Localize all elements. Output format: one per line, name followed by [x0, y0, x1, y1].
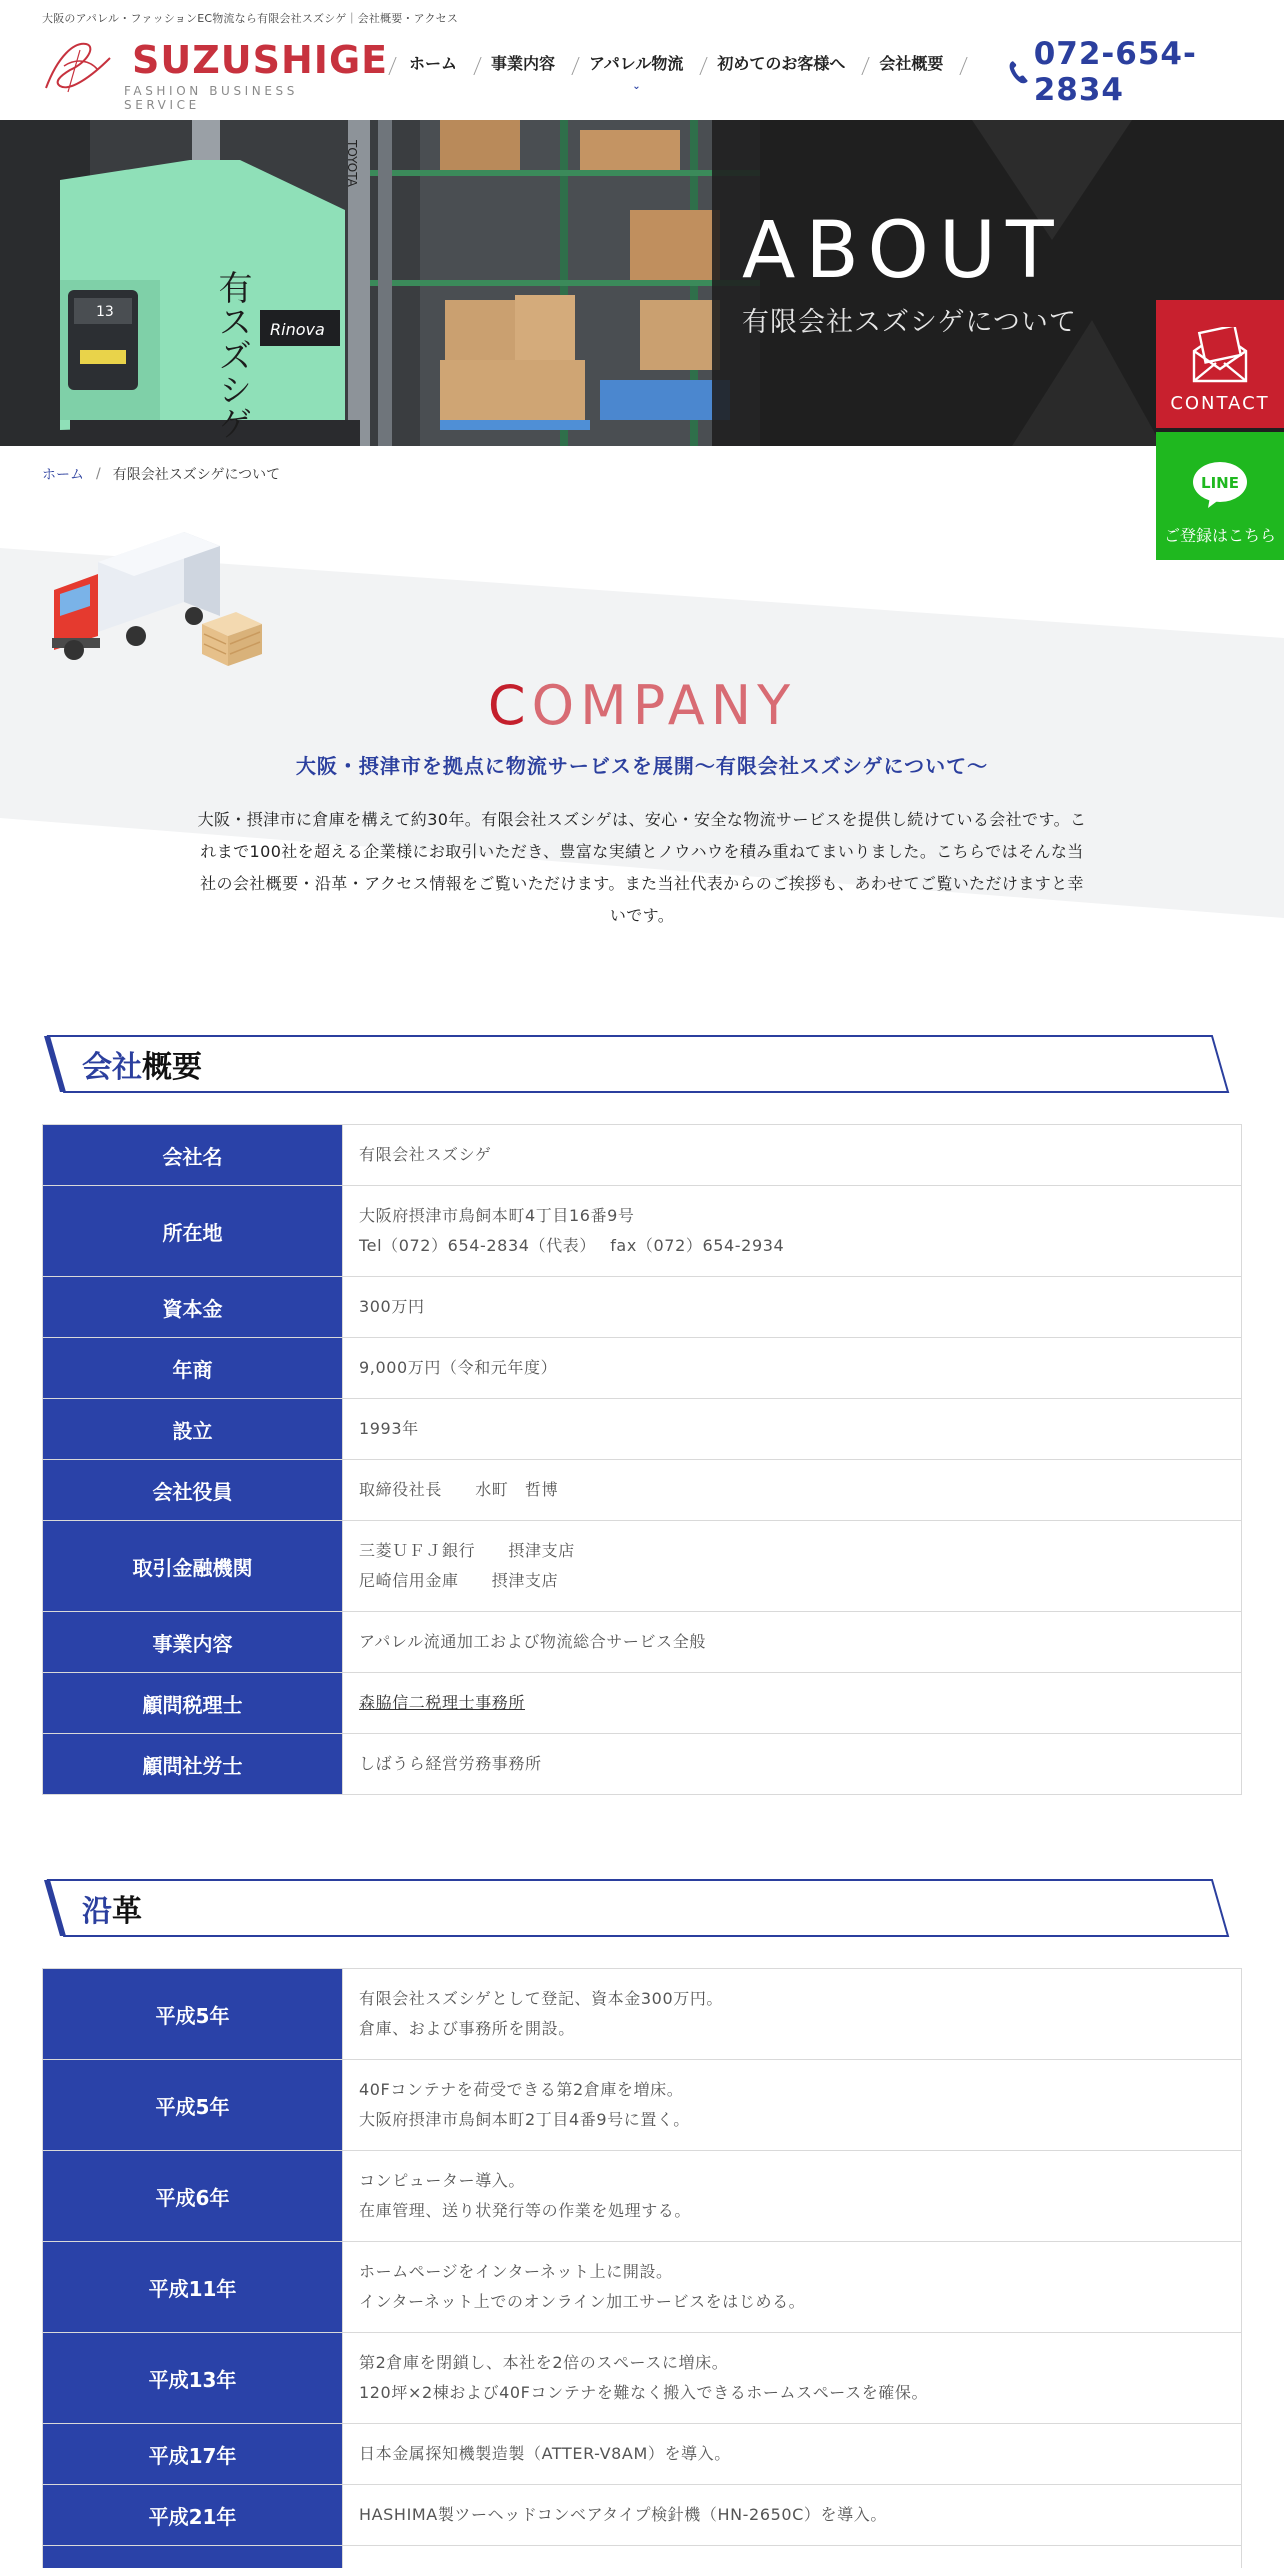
row-label: 平成21年	[43, 2485, 343, 2546]
row-value: ホームページをインターネット上に開設。 インターネット上でのオンライン加工サービスをはじめる。	[343, 2242, 1242, 2333]
row-label: 会社役員	[43, 1460, 343, 1521]
logo-name: SUZUSHIGE	[132, 38, 389, 82]
row-label: 平成5年	[43, 1969, 343, 2060]
row-value: しばうら経営労務事務所	[343, 1734, 1242, 1795]
row-label: 所在地	[43, 1186, 343, 1277]
row-label: 顧問税理士	[43, 1673, 343, 1734]
table-row	[43, 1399, 1242, 1460]
row-label: 取引金融機関	[43, 1521, 343, 1612]
nav-label: 事業内容	[491, 53, 556, 73]
row-value: 1993年	[343, 1399, 1242, 1460]
row-value: 日本金属探知機製造製（ATTER-V8AM）を導入。	[343, 2424, 1242, 2485]
nav-label: 初めてのお客様へ	[717, 53, 846, 73]
header-tagline: 大阪のアパレル・ファッションEC物流なら有限会社スズシゲ｜会社概要・アクセス	[42, 12, 459, 25]
row-label: 平成11年	[43, 2242, 343, 2333]
truck-illustration	[44, 532, 274, 668]
table-row	[43, 2151, 1242, 2242]
history-heading-highlight: 沿	[82, 1894, 112, 1929]
history-heading-rest: 革	[112, 1894, 142, 1929]
heading-frame	[42, 1034, 1230, 1094]
row-value: 第2倉庫を閉鎖し、本社を2倍のスペースに増床。 120坪×2棟および40Fコンテナを難なく搬入できるホームスペースを確保。	[343, 2333, 1242, 2424]
site-header	[0, 0, 1284, 120]
row-value: アパレル流通加工および物流総合サービス全般	[343, 1612, 1242, 1673]
history-section-heading	[42, 1878, 1230, 1938]
row-value: 取締役社長 水町 哲博	[343, 1460, 1242, 1521]
table-row	[43, 1460, 1242, 1521]
intro-line: 大阪・摂津市に倉庫を構えて約30年。有限会社スズシゲは、安心・安全な物流サービスを提供し続けている会社です。こ	[197, 810, 1087, 829]
row-value: 大阪府摂津市鳥飼本町4丁目16番9号 Tel（072）654-2834（代表） fax（072）654-2934	[343, 1186, 1242, 1277]
row-value: HASHIMA製ツーヘッドコンベアタイプ検針機（HN-2650C）を導入。	[343, 2485, 1242, 2546]
overview-heading-highlight: 会社	[82, 1050, 142, 1085]
row-label: 平成17年	[43, 2424, 343, 2485]
breadcrumb-home-link[interactable]: ホーム	[42, 467, 84, 483]
forklift-maker: TOYOTA	[345, 140, 359, 187]
intro-line: いです。	[609, 906, 675, 925]
nav-item-first-time[interactable]	[700, 51, 862, 74]
row-value: 40Fコンテナを荷受できる第2倉庫を増床。 大阪府摂津市鳥飼本町2丁目4番9号に置く。	[343, 2060, 1242, 2151]
logo-mark-icon	[40, 36, 116, 96]
line-logo-icon	[1192, 461, 1248, 509]
table-row	[43, 1673, 1242, 1734]
breadcrumb-current: 有限会社スズシゲについて	[112, 467, 281, 483]
nav-label: アパレル物流	[589, 53, 684, 73]
table-row	[43, 1734, 1242, 1795]
chevron-down-icon: ⌄	[632, 80, 641, 92]
line-label: ご登録はこちら	[1163, 526, 1276, 545]
logo-subtitle: FASHION BUSINESS SERVICE	[124, 84, 298, 112]
history-table	[42, 1968, 1242, 2568]
company-heading-initial: C	[487, 674, 532, 737]
table-row	[43, 1186, 1242, 1277]
row-label: 平成13年	[43, 2333, 343, 2424]
hero-banner	[0, 120, 1284, 446]
row-label: 年商	[43, 1338, 343, 1399]
table-row	[43, 1338, 1242, 1399]
company-heading-rest: OMPANY	[531, 674, 797, 737]
breadcrumb	[42, 464, 280, 484]
overview-section-heading	[42, 1034, 1230, 1094]
row-value	[343, 2546, 1242, 2568]
intro-subheading: 大阪・摂津市を拠点に物流サービスを展開〜有限会社スズシゲについて〜	[295, 754, 989, 778]
row-label	[43, 2546, 343, 2568]
row-value: 9,000万円（令和元年度）	[343, 1338, 1242, 1399]
table-row	[43, 2242, 1242, 2333]
nav-item-home[interactable]	[392, 51, 474, 74]
nav-item-services[interactable]	[474, 51, 572, 74]
forklift-text: 有スズシゲ	[212, 270, 252, 440]
nav-item-apparel-logistics[interactable]	[572, 51, 700, 92]
table-row	[43, 2424, 1242, 2485]
row-value: 有限会社スズシゲとして登記、資本金300万円。 倉庫、および事務所を開設。	[343, 1969, 1242, 2060]
table-row	[43, 2485, 1242, 2546]
table-row	[43, 1612, 1242, 1673]
row-label: 設立	[43, 1399, 343, 1460]
row-label: 平成5年	[43, 2060, 343, 2151]
phone-number: 072-654-2834	[1033, 36, 1197, 108]
line-register-button[interactable]	[1156, 432, 1284, 560]
row-label: 平成6年	[43, 2151, 343, 2242]
phone-icon	[1008, 59, 1030, 85]
table-row	[43, 2546, 1242, 2568]
tax-accountant-link[interactable]: 森脇信二税理士事務所	[359, 1693, 526, 1712]
overview-heading-rest: 概要	[142, 1050, 202, 1085]
row-label: 事業内容	[43, 1612, 343, 1673]
forklift-number: 13	[96, 304, 114, 320]
table-row	[43, 1521, 1242, 1612]
row-value: 三菱ＵＦＪ銀行 摂津支店 尼崎信用金庫 摂津支店	[343, 1521, 1242, 1612]
intro-line: れまで100社を超える企業様にお取引いただき、豊富な実績とノウハウを積み重ねてまいりました。こちらではそんな当	[200, 842, 1084, 861]
intro-line: 社の会社概要・沿革・アクセス情報をご覧いただけます。また当社代表からのご挨拶も、あわせてご覧いただけますと幸	[200, 874, 1084, 893]
line-logo-text: LINE	[1201, 474, 1239, 492]
row-value: 300万円	[343, 1277, 1242, 1338]
table-row	[43, 2060, 1242, 2151]
contact-side-button[interactable]	[1156, 300, 1284, 428]
main-nav	[392, 44, 960, 92]
nav-label: ホーム	[409, 53, 458, 73]
company-heading	[0, 674, 1284, 737]
heading-frame	[42, 1878, 1230, 1938]
table-row	[43, 1969, 1242, 2060]
row-label: 資本金	[43, 1277, 343, 1338]
row-label: 会社名	[43, 1125, 343, 1186]
table-row	[43, 1277, 1242, 1338]
contact-label: CONTACT	[1170, 393, 1270, 414]
company-overview-table	[42, 1124, 1242, 1795]
nav-item-company[interactable]	[862, 51, 960, 74]
site-logo[interactable]	[40, 36, 389, 112]
hero-subtitle: 有限会社スズシゲについて	[742, 307, 1077, 338]
row-value: コンピューター導入。 在庫管理、送り状発行等の作業を処理する。	[343, 2151, 1242, 2242]
row-label: 顧問社労士	[43, 1734, 343, 1795]
hero-title: ABOUT	[742, 206, 1064, 296]
nav-label: 会社概要	[879, 53, 944, 73]
warehouse-forklift-photo	[0, 120, 760, 446]
breadcrumb-separator: /	[96, 466, 101, 482]
intro-body-text	[172, 804, 1112, 932]
table-row	[43, 2333, 1242, 2424]
forklift-brand: Rinova	[270, 320, 325, 339]
row-value: 有限会社スズシゲ	[343, 1125, 1242, 1186]
row-value	[343, 1673, 1242, 1734]
mail-icon	[1188, 327, 1252, 385]
table-row	[43, 1125, 1242, 1186]
header-phone[interactable]	[1008, 36, 1284, 108]
